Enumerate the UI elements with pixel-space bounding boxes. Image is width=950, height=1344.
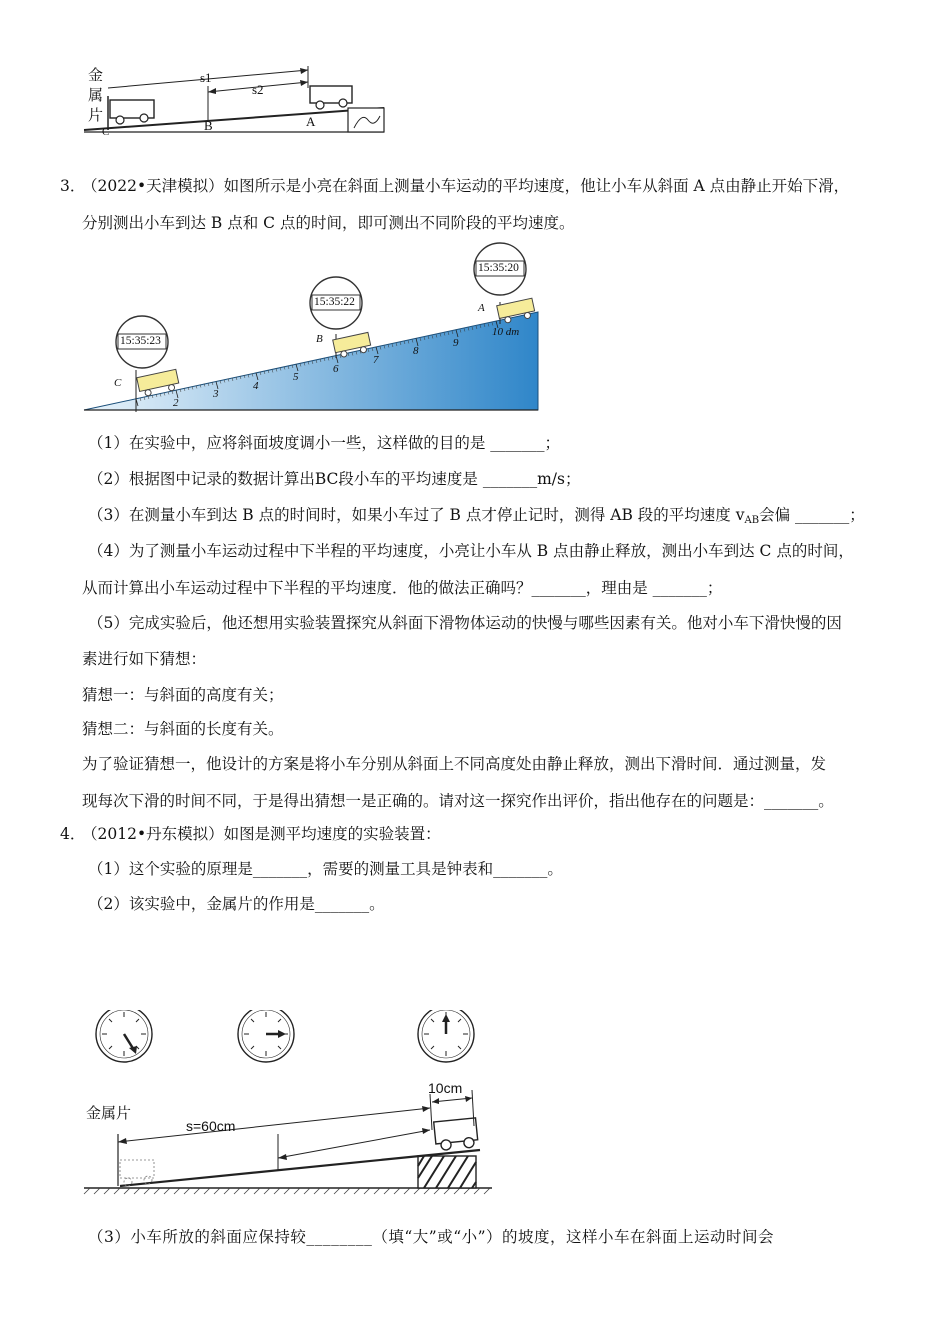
q3-intro-line1: （2022•天津模拟）如图所示是小亮在斜面上测量小车运动的平均速度，他让小车从斜面 A 点由静止开始下滑， xyxy=(82,177,850,195)
ruler-tick-8: 8 xyxy=(413,345,419,357)
q3-part3-pre: （3）在测量小车到达 B 点的时间时，如果小车过了 B 点才停止记时，测得 AB 段的平均速度 v xyxy=(88,506,745,524)
ruler-tick-4: 4 xyxy=(253,380,259,392)
q3-eval-line2: 现每次下滑的时间不同，于是得出猜想一是正确的。请对这一探究作出评价，指出他存在的问题是：_______。 xyxy=(82,792,834,810)
q3-eval-line1: 为了验证猜想一，他设计的方案是将小车分别从斜面上不同高度处由静止释放，测出下滑时间．通过测量，发 xyxy=(82,755,827,773)
fig1-point-c: C xyxy=(102,126,110,138)
ruler-label-b: B xyxy=(316,333,323,345)
ruler-tick-3: 3 xyxy=(213,388,219,400)
q3-intro-line2: 分别测出小车到达 B 点和 C 点的时间，即可测出不同阶段的平均速度。 xyxy=(82,214,575,232)
q3-part3 xyxy=(88,504,865,532)
ruler-label-c: C xyxy=(114,377,122,389)
fig1-label-pian: 片 xyxy=(88,108,104,124)
q4-part2: （2）该实验中，金属片的作用是_______。 xyxy=(88,895,385,913)
q3-guess2: 猜想二：与斜面的长度有关。 xyxy=(82,720,284,738)
fig1-point-b: B xyxy=(204,118,213,133)
figure-incline-s1-s2 xyxy=(80,60,400,140)
q4-part3: （3）小车所放的斜面应保持较________（填“大”或“小”）的坡度，这样小车在斜面上运动时间会 xyxy=(88,1228,775,1246)
figure-incline-clocks xyxy=(80,1010,500,1200)
fig4-car-length-label: 10cm xyxy=(428,1080,463,1096)
fig1-point-a: A xyxy=(306,114,316,129)
q3-part1: （1）在实验中，应将斜面坡度调小一些，这样做的目的是 _______； xyxy=(88,434,561,452)
q3-guess1: 猜想一：与斜面的高度有关； xyxy=(82,686,284,704)
ruler-tick-2: 2 xyxy=(173,397,179,409)
ruler-unit: 10 dm xyxy=(492,326,520,338)
q4-part1: （1）这个实验的原理是_______，需要的测量工具是钟表和_______。 xyxy=(88,860,563,878)
ruler-tick-9: 9 xyxy=(453,337,459,349)
ruler-tick-6: 6 xyxy=(333,363,339,375)
fig4-distance-label: s=60cm xyxy=(186,1118,236,1134)
fig1-label-s2: s2 xyxy=(252,82,264,97)
q3-part4-line2: 从而计算出小车运动过程中下半程的平均速度．他的做法正确吗？_______，理由是 _______； xyxy=(82,579,723,597)
q4-number: 4． xyxy=(60,825,86,843)
clock-a-time: 15:35:20 xyxy=(478,262,519,274)
fig1-label-shu: 属 xyxy=(88,88,104,104)
q3-number: 3． xyxy=(60,177,86,195)
ruler-label-a: A xyxy=(478,302,485,314)
ruler-tick-5: 5 xyxy=(293,371,299,383)
q3-part3-sub: AB xyxy=(744,515,760,526)
fig1-label-jin: 金 xyxy=(88,68,104,84)
fig1-label-s1: s1 xyxy=(200,70,212,85)
fig4-metal-label: 金属片 xyxy=(86,1104,132,1122)
q3-part2: （2）根据图中记录的数据计算出BC段小车的平均速度是 _______m/s； xyxy=(88,470,581,488)
q3-part4-line1: （4）为了测量小车运动过程中下半程的平均速度，小亮让小车从 B 点由静止释放，测出小车到达 C 点的时间， xyxy=(88,542,854,560)
ruler-tick-7: 7 xyxy=(373,354,379,366)
q4-intro: （2012•丹东模拟）如图是测平均速度的实验装置： xyxy=(82,825,441,843)
q3-part3-post: 会偏 _______； xyxy=(759,506,865,524)
clock-b-time: 15:35:22 xyxy=(314,296,355,308)
clock-c-time: 15:35:23 xyxy=(120,335,161,347)
q3-part5-line2: 素进行如下猜想： xyxy=(82,650,207,668)
q3-part5-line1: （5）完成实验后，他还想用实验装置探究从斜面下滑物体运动的快慢与哪些因素有关。他对小车下滑快慢的因 xyxy=(88,614,842,632)
